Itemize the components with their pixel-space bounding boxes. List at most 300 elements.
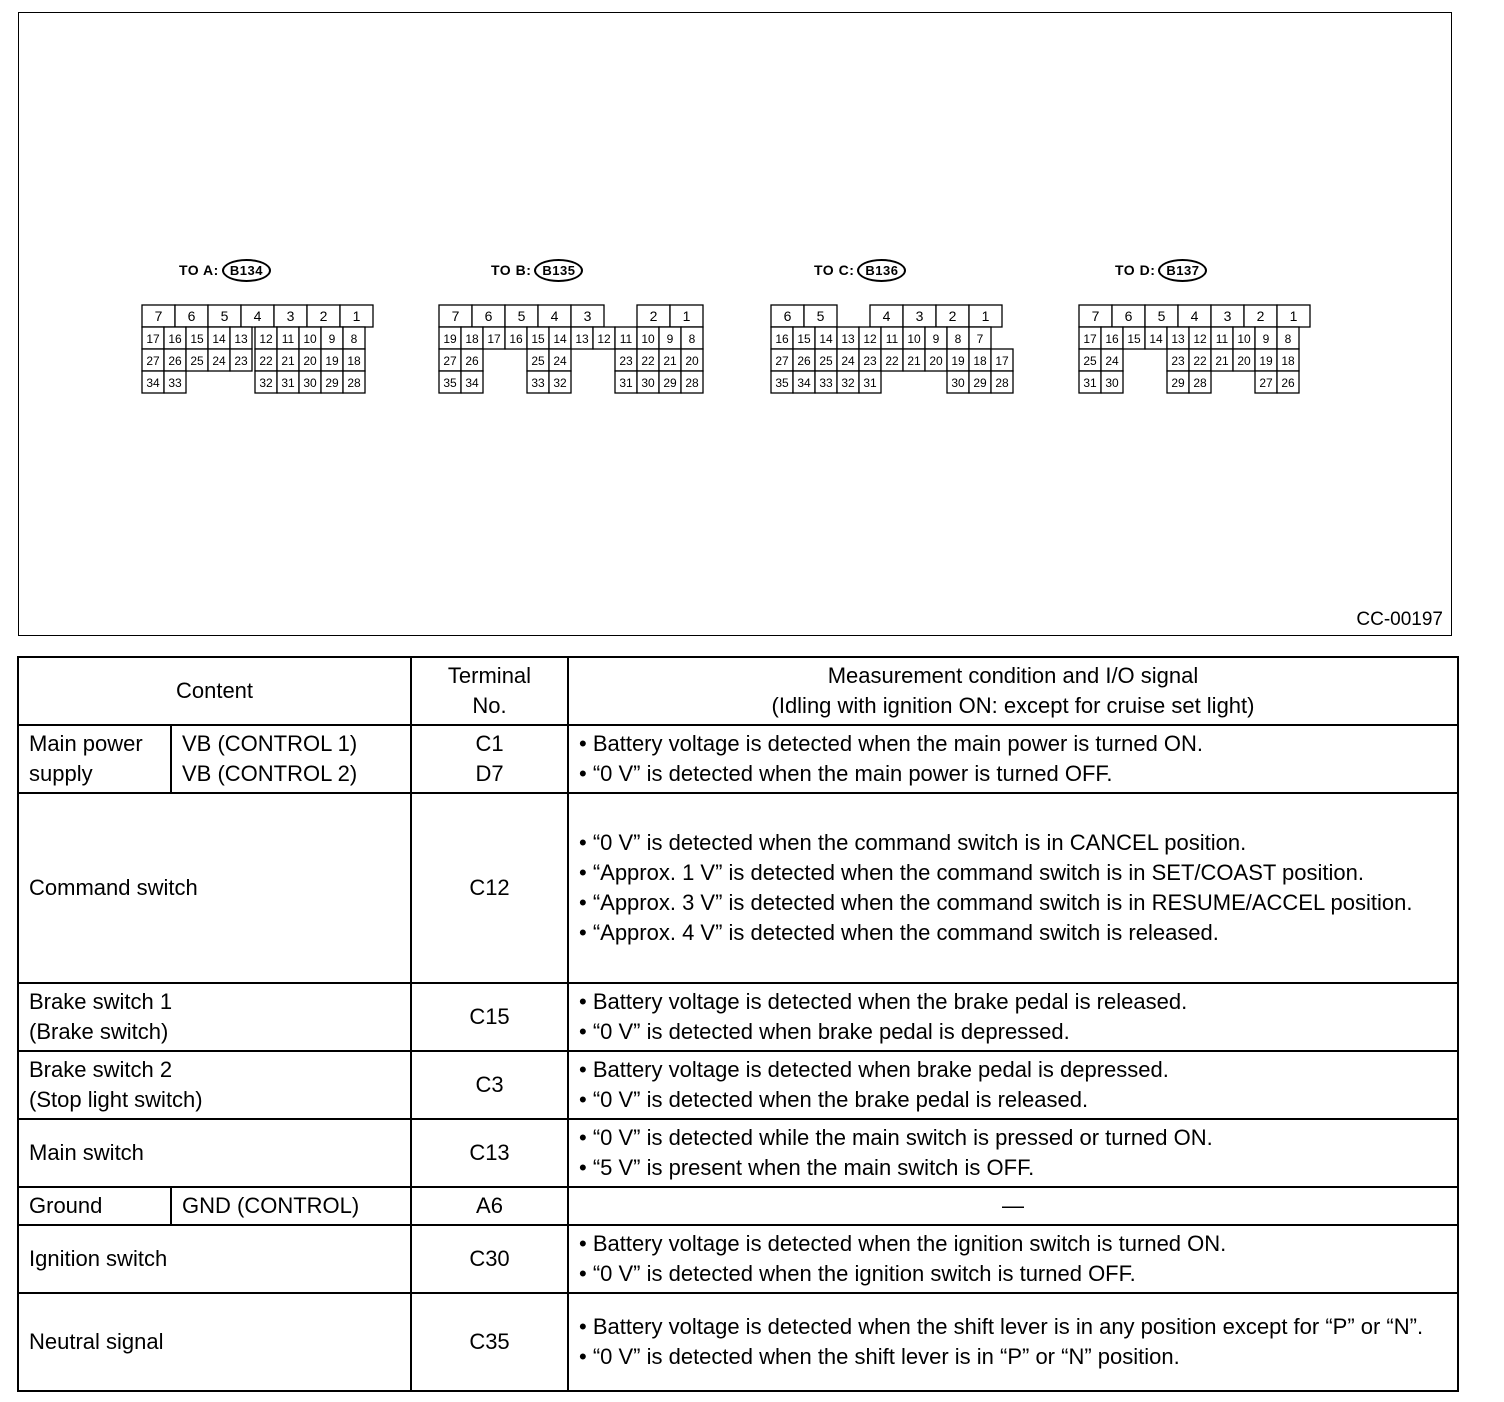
connector-pin (969, 349, 991, 371)
terminal-value: C1 (475, 731, 504, 756)
content-cell: Main switch (18, 1119, 411, 1187)
condition-item: • “0 V” is detected when brake pedal is depressed. (579, 1019, 1070, 1044)
connector-pin (870, 305, 903, 327)
svg-text:31: 31 (1083, 376, 1097, 390)
table-row (18, 1187, 1458, 1225)
svg-text:16: 16 (509, 332, 523, 346)
svg-text:31: 31 (619, 376, 633, 390)
svg-text:16: 16 (1105, 332, 1119, 346)
content-cell (18, 983, 411, 1051)
connector-pin-diagram (19, 13, 1449, 633)
svg-text:20: 20 (929, 354, 943, 368)
svg-text:1: 1 (682, 308, 691, 324)
connector-pin (321, 349, 343, 371)
svg-text:32: 32 (553, 376, 567, 390)
condition-item: • Battery voltage is detected when the shift lever is in any position except for “P” or “N”. (579, 1314, 1424, 1339)
connector-pin (771, 371, 793, 393)
connector-pin (881, 327, 903, 349)
svg-text:9: 9 (1262, 332, 1270, 346)
connector-pin (859, 327, 881, 349)
svg-text:27: 27 (146, 354, 160, 368)
condition-cell (568, 1051, 1458, 1119)
connector-pin (681, 371, 703, 393)
svg-text:1: 1 (1289, 308, 1298, 324)
svg-text:18: 18 (347, 354, 361, 368)
svg-text:25: 25 (531, 354, 545, 368)
svg-text:25: 25 (819, 354, 833, 368)
svg-text:26: 26 (1281, 376, 1295, 390)
connector-pin (1079, 371, 1101, 393)
svg-text:20: 20 (685, 354, 699, 368)
connector-pin (947, 349, 969, 371)
connector-pin (771, 327, 793, 349)
connector-b-id: B135 (534, 259, 583, 282)
connector-pin (208, 349, 230, 371)
svg-text:29: 29 (1171, 376, 1185, 390)
connector-pin (1167, 327, 1189, 349)
connector-pin (164, 371, 186, 393)
svg-text:1: 1 (981, 308, 990, 324)
svg-text:15: 15 (797, 332, 811, 346)
connector-pin (343, 349, 365, 371)
connector-pin (255, 371, 277, 393)
connector-pin (659, 349, 681, 371)
connector-pin (1178, 305, 1211, 327)
condition-item: • Battery voltage is detected when the main power is turned ON. (579, 731, 1204, 756)
content-cell: Ground (18, 1187, 171, 1225)
svg-text:2: 2 (948, 308, 957, 324)
svg-text:35: 35 (443, 376, 457, 390)
connector-pin (637, 371, 659, 393)
svg-text:23: 23 (863, 354, 877, 368)
header-terminal-line2: No. (472, 693, 507, 718)
connector-pin (472, 305, 505, 327)
svg-text:29: 29 (325, 376, 339, 390)
terminal-cell: A6 (411, 1187, 568, 1225)
svg-text:10: 10 (907, 332, 921, 346)
connector-pin (681, 349, 703, 371)
connector-pin (659, 371, 681, 393)
svg-text:3: 3 (1223, 308, 1232, 324)
svg-text:14: 14 (1149, 332, 1163, 346)
svg-text:27: 27 (775, 354, 789, 368)
svg-text:12: 12 (597, 332, 611, 346)
svg-text:3: 3 (915, 308, 924, 324)
connector-pin (815, 349, 837, 371)
svg-text:7: 7 (154, 308, 163, 324)
table-row (18, 1119, 1458, 1187)
content-cell (18, 1051, 411, 1119)
svg-text:19: 19 (325, 354, 339, 368)
connector-pin (947, 327, 969, 349)
svg-text:7: 7 (1091, 308, 1100, 324)
connector-pin (208, 305, 241, 327)
condition-cell (568, 1225, 1458, 1293)
svg-text:9: 9 (328, 332, 336, 346)
connector-pin (164, 349, 186, 371)
terminal-cell: C35 (411, 1293, 568, 1391)
connector-pin (538, 305, 571, 327)
svg-text:7: 7 (451, 308, 460, 324)
connector-pin (343, 327, 365, 349)
terminal-cell: C12 (411, 793, 568, 983)
connector-pin (571, 305, 604, 327)
svg-text:5: 5 (816, 308, 825, 324)
content-cell: Neutral signal (18, 1293, 411, 1391)
svg-text:35: 35 (775, 376, 789, 390)
svg-text:21: 21 (663, 354, 677, 368)
connector-pin (593, 327, 615, 349)
svg-text:15: 15 (1127, 332, 1141, 346)
table-row (18, 725, 1458, 793)
connector-pin (969, 327, 991, 349)
svg-text:13: 13 (575, 332, 589, 346)
svg-text:30: 30 (641, 376, 655, 390)
connector-pin (142, 349, 164, 371)
svg-text:10: 10 (1237, 332, 1251, 346)
svg-text:10: 10 (303, 332, 317, 346)
connector-pin (615, 349, 637, 371)
connector-pin (439, 327, 461, 349)
connector-pin (1079, 349, 1101, 371)
connector-pin (793, 371, 815, 393)
table-row (18, 983, 1458, 1051)
svg-text:30: 30 (303, 376, 317, 390)
condition-item: • “0 V” is detected when the brake pedal is released. (579, 1087, 1089, 1112)
connector-pin (903, 327, 925, 349)
connector-pin (1079, 327, 1101, 349)
connector-pin (1145, 305, 1178, 327)
header-content: Content (18, 657, 411, 725)
connector-pin (1112, 305, 1145, 327)
svg-text:12: 12 (863, 332, 877, 346)
svg-text:9: 9 (932, 332, 940, 346)
connector-pin (164, 327, 186, 349)
svg-text:2: 2 (319, 308, 328, 324)
content-cell: Main power supply (18, 725, 171, 793)
connector-pin (881, 349, 903, 371)
svg-text:26: 26 (465, 354, 479, 368)
connector-pin (659, 327, 681, 349)
svg-text:22: 22 (1193, 354, 1207, 368)
svg-text:5: 5 (517, 308, 526, 324)
connector-a-prefix: TO A: (179, 262, 219, 278)
connector-c-id: B136 (857, 259, 906, 282)
svg-text:30: 30 (951, 376, 965, 390)
svg-text:28: 28 (347, 376, 361, 390)
content-line: Brake switch 2 (29, 1057, 173, 1082)
connector-pin (947, 371, 969, 393)
svg-text:12: 12 (259, 332, 273, 346)
svg-text:29: 29 (663, 376, 677, 390)
svg-text:23: 23 (619, 354, 633, 368)
connector-pin (837, 327, 859, 349)
svg-text:34: 34 (465, 376, 479, 390)
svg-text:9: 9 (666, 332, 674, 346)
svg-text:19: 19 (1259, 354, 1273, 368)
header-measurement (568, 657, 1458, 725)
svg-text:15: 15 (190, 332, 204, 346)
terminal-cell: C13 (411, 1119, 568, 1187)
connector-pin (615, 327, 637, 349)
connector-pin (681, 327, 703, 349)
svg-text:14: 14 (553, 332, 567, 346)
connector-pin (1255, 371, 1277, 393)
svg-text:8: 8 (350, 332, 358, 346)
svg-text:31: 31 (281, 376, 295, 390)
svg-text:19: 19 (951, 354, 965, 368)
connector-pin (321, 327, 343, 349)
condition-cell: — (568, 1187, 1458, 1225)
svg-text:14: 14 (212, 332, 226, 346)
content-detail-line: VB (CONTROL 1) (182, 731, 358, 756)
svg-text:4: 4 (253, 308, 262, 324)
connector-pin (969, 305, 1002, 327)
condition-item: • “0 V” is detected when the shift lever is in “P” or “N” position. (579, 1344, 1180, 1369)
connector-pin (1101, 349, 1123, 371)
svg-text:3: 3 (583, 308, 592, 324)
svg-text:6: 6 (1124, 308, 1133, 324)
svg-text:20: 20 (1237, 354, 1251, 368)
header-measurement-line1: Measurement condition and I/O signal (827, 663, 1199, 688)
svg-text:16: 16 (168, 332, 182, 346)
condition-item: • “Approx. 4 V” is detected when the command switch is released. (579, 920, 1219, 945)
figure-id: CC-00197 (1356, 609, 1443, 630)
terminal-value: D7 (475, 761, 504, 786)
connector-pin (1189, 349, 1211, 371)
connector-pin (186, 327, 208, 349)
svg-text:26: 26 (797, 354, 811, 368)
connector-pin (637, 327, 659, 349)
svg-text:30: 30 (1105, 376, 1119, 390)
svg-text:20: 20 (303, 354, 317, 368)
svg-text:24: 24 (1105, 354, 1119, 368)
connector-pin (1167, 371, 1189, 393)
condition-item: • Battery voltage is detected when the brake pedal is released. (579, 989, 1188, 1014)
svg-text:22: 22 (641, 354, 655, 368)
connector-pin (1189, 327, 1211, 349)
svg-text:32: 32 (259, 376, 273, 390)
connector-pin (1145, 327, 1167, 349)
content-detail-line: VB (CONTROL 2) (182, 761, 358, 786)
connector-pin (571, 327, 593, 349)
connector-pin (903, 305, 936, 327)
svg-text:2: 2 (649, 308, 658, 324)
condition-item: • Battery voltage is detected when brake pedal is depressed. (579, 1057, 1169, 1082)
connector-pin (771, 305, 804, 327)
connector-pin (142, 371, 164, 393)
connector-pin (527, 371, 549, 393)
connector-pin (241, 305, 274, 327)
condition-cell (568, 725, 1458, 793)
connector-pin (670, 305, 703, 327)
svg-text:12: 12 (1193, 332, 1207, 346)
connector-pin (637, 305, 670, 327)
connector-pin (1277, 349, 1299, 371)
svg-text:14: 14 (819, 332, 833, 346)
connector-pin (505, 305, 538, 327)
io-signal-table (17, 656, 1459, 1392)
connector-pin (255, 349, 277, 371)
connector-pin (859, 349, 881, 371)
connector-pin (307, 305, 340, 327)
svg-text:8: 8 (954, 332, 962, 346)
terminal-cell: C30 (411, 1225, 568, 1293)
connector-pin (1211, 305, 1244, 327)
svg-text:7: 7 (976, 332, 984, 346)
connector-pin (859, 371, 881, 393)
connector-pin (1255, 327, 1277, 349)
connector-pin (815, 327, 837, 349)
condition-item: • “0 V” is detected when the main power is turned OFF. (579, 761, 1113, 786)
svg-text:2: 2 (1256, 308, 1265, 324)
terminal-cell: C15 (411, 983, 568, 1051)
connector-pin (439, 305, 472, 327)
svg-text:11: 11 (619, 332, 633, 346)
connector-pin (793, 327, 815, 349)
connector-pin (299, 327, 321, 349)
svg-text:21: 21 (281, 354, 295, 368)
svg-text:28: 28 (685, 376, 699, 390)
table-header-row (18, 657, 1458, 725)
terminal-cell (411, 725, 568, 793)
svg-text:17: 17 (146, 332, 160, 346)
svg-text:23: 23 (234, 354, 248, 368)
connector-pin (461, 327, 483, 349)
connector-pin (505, 327, 527, 349)
connector-pin (925, 349, 947, 371)
svg-text:5: 5 (1157, 308, 1166, 324)
svg-text:27: 27 (1259, 376, 1273, 390)
connector-pin (439, 371, 461, 393)
svg-text:18: 18 (465, 332, 479, 346)
svg-text:33: 33 (531, 376, 545, 390)
connector-pin (637, 349, 659, 371)
condition-item: • Battery voltage is detected when the ignition switch is turned ON. (579, 1231, 1227, 1256)
connector-pin (277, 371, 299, 393)
svg-text:32: 32 (841, 376, 855, 390)
header-measurement-line2: (Idling with ignition ON: except for cruise set light) (771, 693, 1255, 718)
content-cell: Command switch (18, 793, 411, 983)
condition-item: • “0 V” is detected while the main switch is pressed or turned ON. (579, 1125, 1213, 1150)
connector-pin (837, 349, 859, 371)
svg-text:31: 31 (863, 376, 877, 390)
connector-pin (483, 327, 505, 349)
connector-pin (142, 305, 175, 327)
content-detail-cell (171, 725, 411, 793)
connector-pin (439, 349, 461, 371)
connector-pin (461, 371, 483, 393)
connector-pin (255, 327, 277, 349)
connector-pin (299, 371, 321, 393)
connector-pin (1255, 349, 1277, 371)
svg-text:4: 4 (550, 308, 559, 324)
connector-pin (230, 327, 252, 349)
svg-text:23: 23 (1171, 354, 1185, 368)
svg-text:17: 17 (487, 332, 501, 346)
connector-pin (925, 327, 947, 349)
connector-pin (1167, 349, 1189, 371)
connector-figure (18, 12, 1452, 636)
terminal-cell: C3 (411, 1051, 568, 1119)
connector-pin (815, 371, 837, 393)
connector-pin (186, 349, 208, 371)
table-row (18, 1293, 1458, 1391)
svg-text:18: 18 (1281, 354, 1295, 368)
svg-text:28: 28 (995, 376, 1009, 390)
connector-pin (1277, 371, 1299, 393)
connector-pin (1123, 327, 1145, 349)
connector-pin (1244, 305, 1277, 327)
table-row (18, 1051, 1458, 1119)
condition-item: • “5 V” is present when the main switch is OFF. (579, 1155, 1035, 1180)
connector-pin (615, 371, 637, 393)
condition-cell (568, 1119, 1458, 1187)
connector-pin (1101, 371, 1123, 393)
connector-pin (142, 327, 164, 349)
content-line: (Stop light switch) (29, 1087, 203, 1112)
connector-pin (793, 349, 815, 371)
svg-text:13: 13 (1171, 332, 1185, 346)
svg-text:21: 21 (1215, 354, 1229, 368)
connector-pin (991, 349, 1013, 371)
connector-pin (969, 371, 991, 393)
svg-text:11: 11 (281, 332, 295, 346)
svg-text:6: 6 (484, 308, 493, 324)
svg-text:29: 29 (973, 376, 987, 390)
connector-pin (340, 305, 373, 327)
connector-pin (277, 327, 299, 349)
condition-cell (568, 793, 1458, 983)
svg-text:11: 11 (885, 332, 899, 346)
connector-pin (549, 371, 571, 393)
connector-pin (343, 371, 365, 393)
svg-text:11: 11 (1215, 332, 1229, 346)
connector-pin (1101, 327, 1123, 349)
header-terminal-line1: Terminal (447, 663, 532, 688)
svg-text:8: 8 (688, 332, 696, 346)
svg-text:15: 15 (531, 332, 545, 346)
connector-pin (903, 349, 925, 371)
connector-pin (527, 349, 549, 371)
connector-a-id: B134 (222, 259, 271, 282)
connector-pin (299, 349, 321, 371)
connector-pin (771, 349, 793, 371)
svg-text:10: 10 (641, 332, 655, 346)
svg-text:21: 21 (907, 354, 921, 368)
content-detail-cell: GND (CONTROL) (171, 1187, 411, 1225)
connector-pin (1233, 327, 1255, 349)
svg-text:34: 34 (797, 376, 811, 390)
content-cell: Ignition switch (18, 1225, 411, 1293)
connector-pin (1277, 305, 1310, 327)
connector-pin (175, 305, 208, 327)
connector-pin (274, 305, 307, 327)
connector-pin (936, 305, 969, 327)
connector-d-id: B137 (1158, 259, 1207, 282)
content-line: (Brake switch) (29, 1019, 169, 1044)
svg-text:3: 3 (286, 308, 295, 324)
svg-text:34: 34 (146, 376, 160, 390)
connector-pin (1233, 349, 1255, 371)
svg-text:28: 28 (1193, 376, 1207, 390)
connector-pin (321, 371, 343, 393)
header-terminal (411, 657, 568, 725)
condition-item: • “0 V” is detected when the ignition switch is turned OFF. (579, 1261, 1136, 1286)
svg-text:33: 33 (168, 376, 182, 390)
connector-pin (527, 327, 549, 349)
table-row (18, 793, 1458, 983)
